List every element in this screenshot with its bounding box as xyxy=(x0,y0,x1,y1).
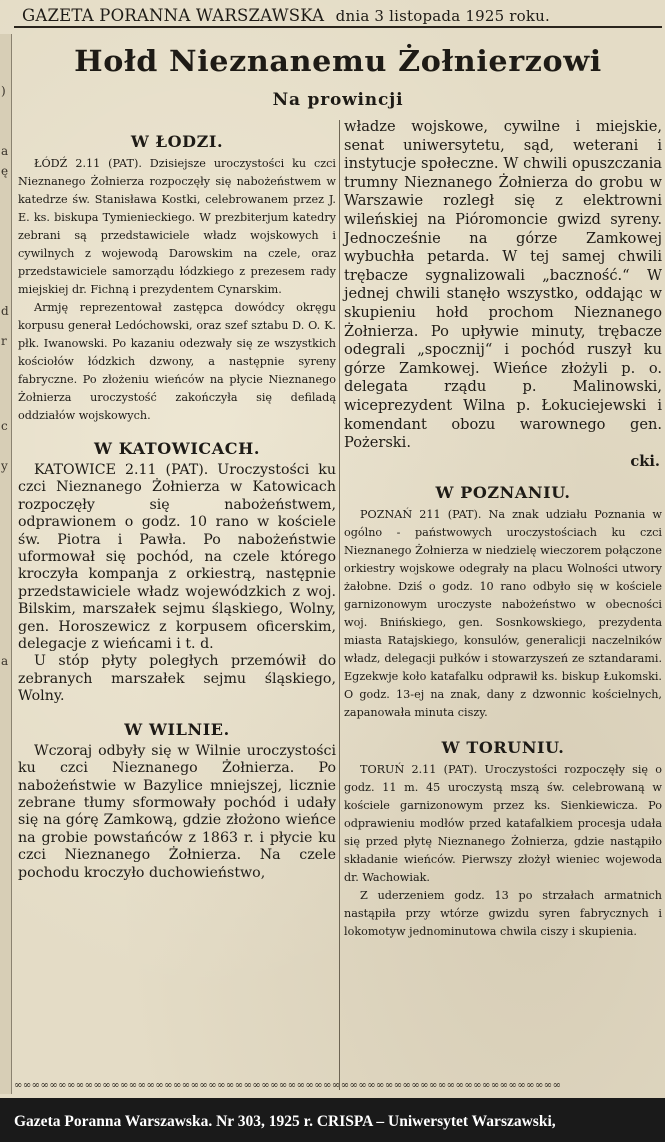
paragraph-katowice-2: U stóp płyty poległych przemówił do zebranych marszałek sejmu śląskiego, Wolny. xyxy=(18,653,336,705)
article-headline: Hołd Nieznanemu Żołnierzowi xyxy=(74,44,602,78)
newspaper-name: GAZETA PORANNA WARSZAWSKA xyxy=(22,6,325,25)
paragraph-lodz-2: Armję reprezentował zastępca dowódcy okręgu korpusu generał Ledóchowski, oraz szef sztabu D. O. K. płk. Iwanowski. Po kazaniu odezwały się ze wszystkich kościołów łódzkich dzwony, a następnie syreny fabryczne. Po złożeniu wieńców na płycie Nieznanego Żołnierza uroczystość zakończyła się defiladą oddziałów wojskowych. xyxy=(18,301,336,422)
paragraph-torun-2: Z uderzeniem godz. 13 po strzałach armatnich nastąpiła przy wtórze gwizdu syren fabrycznych i lokomotyw jednominutowa chwila ciszy i skupienia. xyxy=(344,888,662,938)
strip-char: ę xyxy=(1,164,9,178)
issue-date: dnia 3 listopada 1925 roku. xyxy=(335,7,551,25)
column-divider xyxy=(339,120,340,1090)
ornamental-rule: ∞∞∞∞∞∞∞∞∞∞∞∞∞∞∞∞∞∞∞∞∞∞∞∞∞∞∞∞∞∞∞∞∞∞∞∞∞∞∞∞∞∞∞∞∞∞∞∞∞∞∞∞∞∞∞∞∞∞∞∞∞∞ xyxy=(14,1080,562,1091)
section-title-poznan: W POZNANIU. xyxy=(435,482,571,502)
paragraph-katowice-1: KATOWICE 2.11 (PAT). Uroczystości ku czci Nieznanego Żołnierza w Katowicach rozpoczęły się nabożeństwem, odprawionem o godz. 10 rano w kościele św. Piotra i Pawła. Po nabożeństwie uformował się pochód, na czele którego kroczyła kompanja z orkiestrą, następnie przedstawiciele władz wojewódzkich z woj. Bilskim, marszałek sejmu śląskiego, Wolny, gen. Horoszewicz z korpusem oficerskim, delegacje z wieńcami i t. d. xyxy=(18,462,336,653)
right-column xyxy=(344,118,662,941)
paragraph-torun-1: TORUŃ 2.11 (PAT). Uroczystości rozpoczęły się o godz. 11 m. 45 uroczystą mszą św. celebrowaną w kościele garnizonowym przez ks. Sienkiewicza. Po odprawieniu modłów przed katafalkiem procesja udała się przed płytę Nieznanego Żołnierza, gdzie nastąpiło składanie wieńców. Pierwszy złożył wieniec wojewoda dr. Wachowiak. xyxy=(344,762,662,884)
strip-char: a xyxy=(1,654,9,668)
strip-char: c xyxy=(1,419,8,433)
source-caption: Gazeta Poranna Warszawska. Nr 303, 1925 r. CRISPA – Uniwersytet Warszawski, xyxy=(0,1100,665,1142)
strip-char: d xyxy=(1,304,9,318)
adjacent-column-strip xyxy=(0,34,12,1094)
strip-char: ) xyxy=(1,84,6,98)
section-title-katowice: W KATOWICACH. xyxy=(93,439,260,458)
paragraph-wilno-1: Wczoraj odbyły się w Wilnie uroczystości ku czci Nieznanego Żołnierza. Po nabożeństwie w Bazylice mniejszej, licznie zebrane tłumy sformowały pochód i udały się na górę Zamkową, gdzie złożono wieńce na grobie powstańców z 1863 r. i płycie ku czci Nieznanego Żołnierza. Na czele pochodu kroczyło duchowieństwo, xyxy=(18,742,336,881)
paragraph-lodz-1: ŁÓDŹ 2.11 (PAT). Dzisiejsze uroczystości ku czci Nieznanego Żołnierza rozpoczęły się nabożeństwem w katedrze św. Stanisława Kostki, celebrowanem przez J. E. ks. biskupa Tymienieckiego. W prezbiterjum katedry zebrani są przedstawiciele władz wojskowych i cywilnych z wojewodą Darowskim na czele, oraz przedstawiciele samorządu łódzkiego z prezesem rady miejskiej dr. Fichną i prezydentem Cynarskim. xyxy=(18,157,336,296)
section-title-wilno: W WILNIE. xyxy=(124,719,230,739)
paragraph-wilno-end: cki. xyxy=(630,452,660,470)
strip-char: a xyxy=(1,144,9,158)
article-subhead: Na prowincji xyxy=(272,90,404,110)
paragraph-poznan-1: POZNAŃ 211 (PAT). Na znak udziału Poznania w ogólno - państwowych uroczystościach ku czci Nieznanego Żołnierza w niedzielę wieczorem połączone orkiestry wojskowe odegrały na placu Wolności utwory żałobne. Dziś o godz. 10 rano odbyło się w kościele garnizonowym uroczyste nabożeństwo w obecności woj. Bnińskiego, gen. Sosnkowskiego, prezydenta miasta Ratajskiego, konsulów, generalicji naczelników władz, delegacji pułków i stowarzyszeń ze sztandarami. Egzekwje koło katafalku odprawił ks. biskup Łukomski. O godz. 13-ej na znak, dany z dzwonnic kościelnych, zapanowała minuta ciszy. xyxy=(344,507,662,719)
paragraph-wilno-continuation: władze wojskowe, cywilne i miejskie, senat uniwersytetu, sąd, weterani i instytucje społeczne. W chwili opuszczania trumny Nieznanego Żołnierza do grobu w Warszawie rozległ się z elektrowni wileńskiej na Pióromoncie gwizd syreny. Jednocześnie na górze Zamkowej wybuchła petarda. W tej samej chwili trębacze sygnalizowali „baczność.“ W jednej chwili stanęło wszystko, oddając w skupieniu hołd prochom Nieznanego Żołnierza. Po upływie minuty, trębacze odegrali „spocznij“ i pochód ruszył ku górze Zamkowej. Wieńce złożyli p. o. delegata rządu p. Malinowski, wiceprezydent Wilna p. Łokuciejewski i komendant obozu warownego gen. Pożerski. xyxy=(344,118,662,452)
section-title-lodz: W ŁODZI. xyxy=(130,132,224,151)
strip-char: r xyxy=(1,334,7,348)
masthead xyxy=(14,4,662,28)
left-column xyxy=(18,128,336,882)
strip-char: y xyxy=(1,459,8,473)
section-title-torun: W TORUNIU. xyxy=(441,737,565,757)
